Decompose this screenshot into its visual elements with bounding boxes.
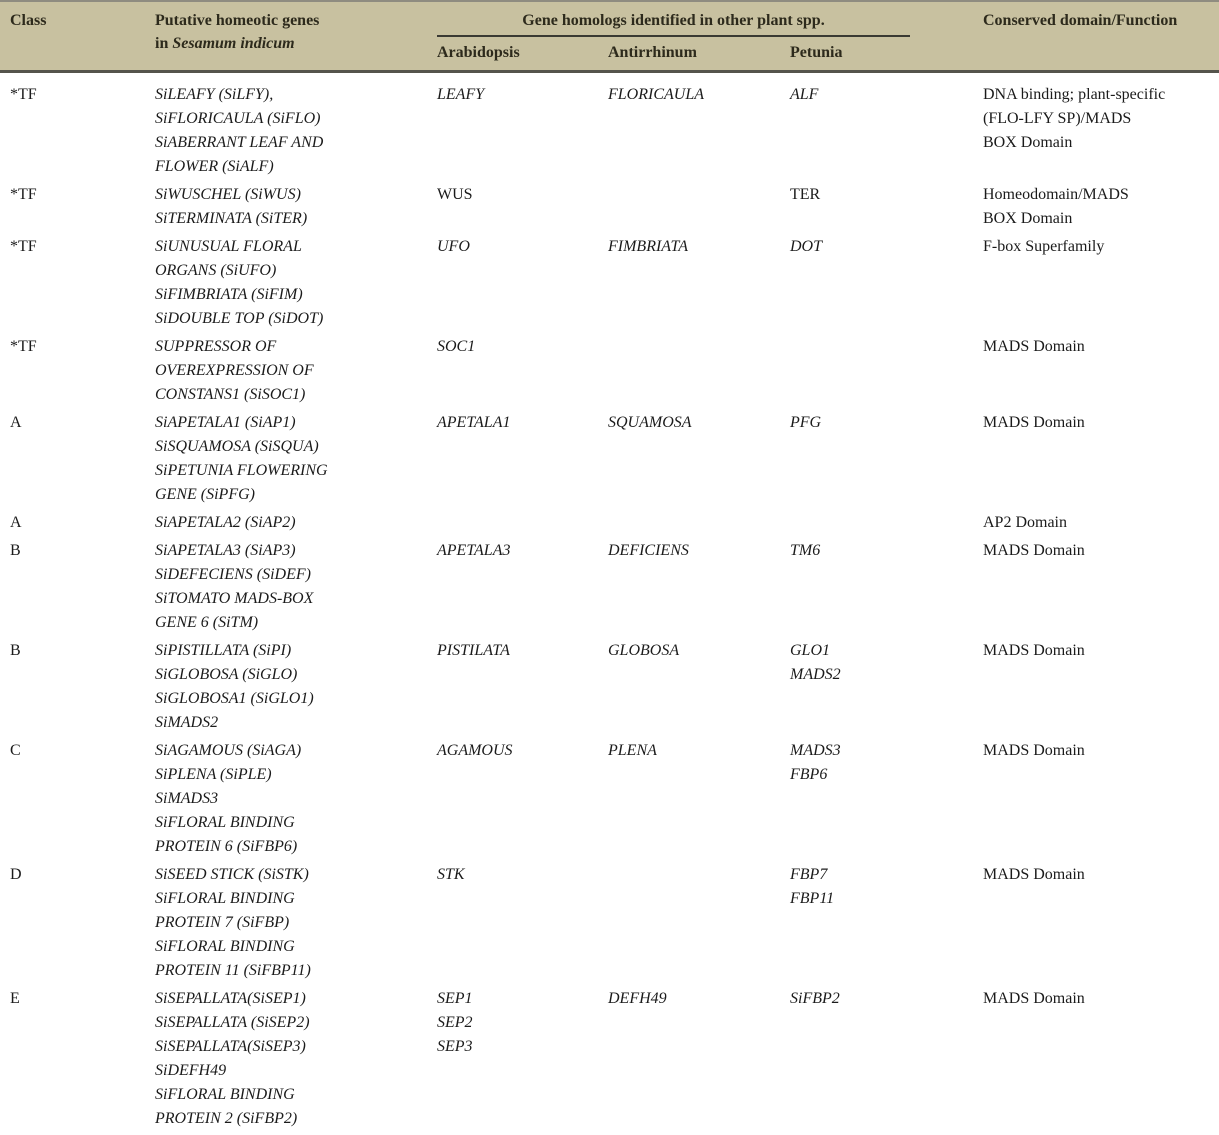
- cell-conserved-domain: [983, 83, 1219, 179]
- cell-arabidopsis: [437, 863, 608, 983]
- cell-antirrhinum: [608, 739, 790, 859]
- cell-arabidopsis: [437, 539, 608, 635]
- cell-line: SiMADS3: [155, 790, 219, 807]
- cell-conserved-domain: [983, 987, 1219, 1131]
- cell-conserved-domain: [983, 235, 1219, 331]
- cell-arabidopsis: [437, 639, 608, 735]
- cell-line: SOC1: [437, 338, 476, 355]
- cell-line: F-box Superfamily: [983, 238, 1105, 255]
- cell-line: BOX Domain: [983, 210, 1073, 227]
- cell-line: MADS Domain: [983, 866, 1085, 883]
- putative-header-line1: Putative homeotic genes: [155, 12, 320, 29]
- cell-line: WUS: [437, 186, 473, 203]
- table-row: [0, 183, 1219, 231]
- cell-line: *TF: [10, 338, 37, 355]
- cell-antirrhinum: [608, 639, 790, 735]
- cell-line: SiAPETALA2 (SiAP2): [155, 514, 296, 531]
- cell-conserved-domain: [983, 335, 1219, 407]
- table-row: [0, 335, 1219, 407]
- cell-line: SiTERMINATA (SiTER): [155, 210, 308, 227]
- table-header: [0, 0, 1219, 73]
- cell-line: SiSEED STICK (SiSTK): [155, 866, 309, 883]
- cell-arabidopsis: [437, 83, 608, 179]
- cell-antirrhinum: [608, 511, 790, 535]
- cell-petunia: [790, 83, 983, 179]
- cell-class: [0, 235, 155, 331]
- cell-arabidopsis: [437, 987, 608, 1131]
- table-body: [0, 73, 1219, 1131]
- cell-conserved-domain: [983, 539, 1219, 635]
- cell-petunia: [790, 739, 983, 859]
- cell-line: MADS3: [790, 742, 841, 759]
- cell-conserved-domain: [983, 739, 1219, 859]
- putative-header-prefix: in: [155, 35, 173, 52]
- cell-putative-genes: [155, 539, 437, 635]
- cell-line: SiFBP2: [790, 990, 840, 1007]
- cell-putative-genes: [155, 987, 437, 1131]
- cell-line: SiAGAMOUS (SiAGA): [155, 742, 302, 759]
- cell-line: SUPPRESSOR OF: [155, 338, 277, 355]
- cell-line: SiAPETALA3 (SiAP3): [155, 542, 296, 559]
- cell-class: [0, 987, 155, 1131]
- column-header-arabidopsis: Arabidopsis: [437, 44, 520, 61]
- cell-line: AP2 Domain: [983, 514, 1067, 531]
- cell-line: TER: [790, 186, 821, 203]
- cell-antirrhinum: [608, 235, 790, 331]
- cell-class: [0, 183, 155, 231]
- cell-antirrhinum: [608, 183, 790, 231]
- column-header-antirrhinum: Antirrhinum: [608, 44, 697, 61]
- cell-putative-genes: [155, 739, 437, 859]
- cell-putative-genes: [155, 639, 437, 735]
- cell-line: SiDOUBLE TOP (SiDOT): [155, 310, 324, 327]
- cell-line: MADS Domain: [983, 338, 1085, 355]
- cell-line: TM6: [790, 542, 821, 559]
- cell-line: FBP7: [790, 866, 828, 883]
- cell-line: C: [10, 742, 21, 759]
- cell-putative-genes: [155, 863, 437, 983]
- table-row: [0, 639, 1219, 735]
- cell-line: MADS Domain: [983, 642, 1085, 659]
- group-header-label: Gene homologs identified in other plant spp.: [437, 9, 910, 37]
- cell-petunia: [790, 511, 983, 535]
- cell-class: [0, 539, 155, 635]
- cell-line: SiFLORAL BINDING: [155, 1086, 295, 1103]
- cell-line: SiSQUAMOSA (SiSQUA): [155, 438, 319, 455]
- cell-antirrhinum: [608, 411, 790, 507]
- cell-class: [0, 511, 155, 535]
- cell-putative-genes: [155, 235, 437, 331]
- cell-antirrhinum: [608, 83, 790, 179]
- cell-line: UFO: [437, 238, 470, 255]
- cell-line: SiPISTILLATA (SiPI): [155, 642, 292, 659]
- column-header-petunia: Petunia: [790, 44, 843, 61]
- cell-conserved-domain: [983, 863, 1219, 983]
- cell-line: B: [10, 642, 21, 659]
- cell-line: SiSEPALLATA (SiSEP2): [155, 1014, 310, 1031]
- cell-putative-genes: [155, 83, 437, 179]
- cell-line: (FLO-LFY SP)/MADS: [983, 110, 1132, 127]
- cell-line: ALF: [790, 86, 819, 103]
- cell-putative-genes: [155, 511, 437, 535]
- cell-line: DEFH49: [608, 990, 667, 1007]
- cell-line: SiMADS2: [155, 714, 219, 731]
- cell-line: SiDEFECIENS (SiDEF): [155, 566, 311, 583]
- cell-line: SiLEAFY (SiLFY),: [155, 86, 274, 103]
- cell-line: SiFLORAL BINDING: [155, 938, 295, 955]
- cell-line: SiFLORAL BINDING: [155, 890, 295, 907]
- cell-line: OVEREXPRESSION OF: [155, 362, 314, 379]
- cell-line: FIMBRIATA: [608, 238, 688, 255]
- table-row: [0, 739, 1219, 859]
- cell-arabidopsis: [437, 739, 608, 859]
- cell-line: PROTEIN 11 (SiFBP11): [155, 962, 311, 979]
- column-header-class: Class: [10, 12, 47, 29]
- column-group-header: [437, 9, 983, 37]
- cell-line: SiFLORICAULA (SiFLO): [155, 110, 321, 127]
- cell-conserved-domain: [983, 411, 1219, 507]
- cell-line: AGAMOUS: [437, 742, 513, 759]
- cell-line: SiDEFH49: [155, 1062, 227, 1079]
- cell-line: D: [10, 866, 22, 883]
- table-row: [0, 511, 1219, 535]
- cell-line: PISTILATA: [437, 642, 510, 659]
- cell-line: BOX Domain: [983, 134, 1073, 151]
- cell-line: PROTEIN 7 (SiFBP): [155, 914, 290, 931]
- cell-line: LEAFY: [437, 86, 485, 103]
- cell-class: [0, 83, 155, 179]
- cell-line: SiTOMATO MADS-BOX: [155, 590, 314, 607]
- cell-conserved-domain: [983, 183, 1219, 231]
- cell-line: PFG: [790, 414, 822, 431]
- cell-line: *TF: [10, 186, 37, 203]
- cell-arabidopsis: [437, 235, 608, 331]
- table-row: [0, 235, 1219, 331]
- column-header-conserved-domain: Conserved domain/Function: [983, 12, 1178, 29]
- cell-line: DEFICIENS: [608, 542, 689, 559]
- cell-arabidopsis: [437, 335, 608, 407]
- cell-line: DOT: [790, 238, 823, 255]
- cell-line: SiPLENA (SiPLE): [155, 766, 272, 783]
- cell-line: *TF: [10, 86, 37, 103]
- cell-line: FBP11: [790, 890, 835, 907]
- cell-line: MADS Domain: [983, 742, 1085, 759]
- cell-class: [0, 639, 155, 735]
- cell-putative-genes: [155, 335, 437, 407]
- cell-conserved-domain: [983, 639, 1219, 735]
- cell-antirrhinum: [608, 863, 790, 983]
- cell-line: SQUAMOSA: [608, 414, 692, 431]
- cell-line: SiABERRANT LEAF AND: [155, 134, 324, 151]
- cell-antirrhinum: [608, 987, 790, 1131]
- cell-line: B: [10, 542, 21, 559]
- cell-line: GLOBOSA: [608, 642, 680, 659]
- cell-line: Homeodomain/MADS: [983, 186, 1129, 203]
- cell-line: SEP2: [437, 1014, 473, 1031]
- cell-line: FBP6: [790, 766, 828, 783]
- cell-line: FLOWER (SiALF): [155, 158, 274, 175]
- cell-petunia: [790, 539, 983, 635]
- cell-arabidopsis: [437, 511, 608, 535]
- cell-line: SiSEPALLATA(SiSEP1): [155, 990, 306, 1007]
- table-row: [0, 987, 1219, 1131]
- cell-class: [0, 411, 155, 507]
- cell-line: MADS Domain: [983, 542, 1085, 559]
- cell-line: MADS2: [790, 666, 841, 683]
- cell-class: [0, 739, 155, 859]
- column-header-putative-genes: [155, 9, 437, 55]
- cell-class: [0, 863, 155, 983]
- cell-line: SiUNUSUAL FLORAL: [155, 238, 302, 255]
- cell-petunia: [790, 987, 983, 1131]
- cell-conserved-domain: [983, 511, 1219, 535]
- cell-line: FLORICAULA: [608, 86, 704, 103]
- table-row: [0, 83, 1219, 179]
- cell-line: SiPETUNIA FLOWERING: [155, 462, 328, 479]
- table-row: [0, 863, 1219, 983]
- cell-line: A: [10, 414, 22, 431]
- cell-line: SiGLOBOSA (SiGLO): [155, 666, 298, 683]
- cell-line: SiAPETALA1 (SiAP1): [155, 414, 296, 431]
- cell-petunia: [790, 863, 983, 983]
- cell-antirrhinum: [608, 335, 790, 407]
- cell-line: SiFLORAL BINDING: [155, 814, 295, 831]
- cell-line: SiSEPALLATA(SiSEP3): [155, 1038, 306, 1055]
- cell-line: GENE 6 (SiTM): [155, 614, 259, 631]
- cell-line: SEP3: [437, 1038, 473, 1055]
- cell-line: SiWUSCHEL (SiWUS): [155, 186, 301, 203]
- cell-line: GLO1: [790, 642, 831, 659]
- cell-line: APETALA3: [437, 542, 511, 559]
- cell-line: E: [10, 990, 20, 1007]
- cell-class: [0, 335, 155, 407]
- table-row: [0, 539, 1219, 635]
- cell-line: MADS Domain: [983, 414, 1085, 431]
- cell-line: SiGLOBOSA1 (SiGLO1): [155, 690, 314, 707]
- cell-line: ORGANS (SiUFO): [155, 262, 277, 279]
- species-name: Sesamum indicum: [172, 35, 295, 52]
- cell-line: STK: [437, 866, 465, 883]
- cell-line: CONSTANS1 (SiSOC1): [155, 386, 306, 403]
- table-row: [0, 411, 1219, 507]
- cell-line: SiFIMBRIATA (SiFIM): [155, 286, 303, 303]
- cell-arabidopsis: [437, 183, 608, 231]
- cell-line: PROTEIN 2 (SiFBP2): [155, 1110, 298, 1127]
- cell-line: MADS Domain: [983, 990, 1085, 1007]
- cell-line: APETALA1: [437, 414, 511, 431]
- cell-line: PROTEIN 6 (SiFBP6): [155, 838, 298, 855]
- cell-petunia: [790, 639, 983, 735]
- cell-antirrhinum: [608, 539, 790, 635]
- cell-line: *TF: [10, 238, 37, 255]
- cell-arabidopsis: [437, 411, 608, 507]
- cell-petunia: [790, 183, 983, 231]
- cell-putative-genes: [155, 183, 437, 231]
- cell-line: SEP1: [437, 990, 473, 1007]
- cell-petunia: [790, 411, 983, 507]
- cell-putative-genes: [155, 411, 437, 507]
- putative-header-line2: [155, 32, 437, 55]
- cell-petunia: [790, 335, 983, 407]
- cell-line: GENE (SiPFG): [155, 486, 255, 503]
- cell-line: DNA binding; plant-specific: [983, 86, 1166, 103]
- cell-line: A: [10, 514, 22, 531]
- cell-line: PLENA: [608, 742, 657, 759]
- cell-petunia: [790, 235, 983, 331]
